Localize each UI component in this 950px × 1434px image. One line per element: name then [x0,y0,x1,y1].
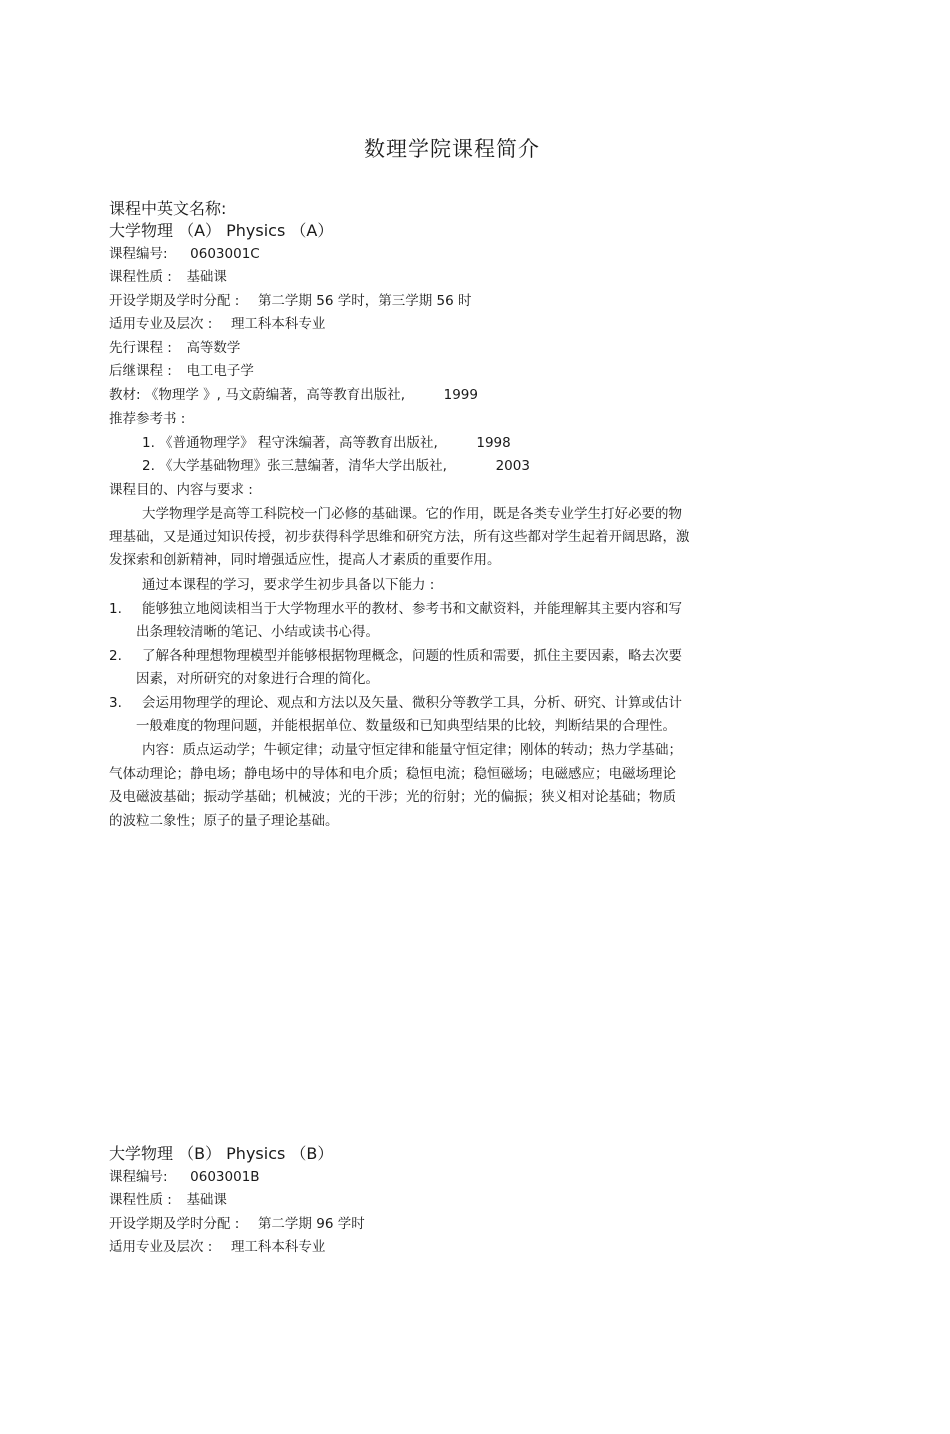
code-value: 0603001B [190,1169,260,1185]
followup-value: 电工电子学 [186,363,254,379]
course-b-code-row [109,1168,260,1186]
ability-number: 2. [109,648,122,664]
course-b-name: 大学物理 （B） Physics （B） [109,1144,334,1163]
nature-value: 基础课 [186,269,227,285]
ability-number: 1. [109,601,122,617]
course-a-nature-row [109,268,227,286]
course-a-majors-row [109,315,325,333]
code-label: 课程编号: [109,246,168,262]
content-line: 的波粒二象性；原子的量子理论基础。 [109,813,339,829]
followup-label: 后继课程 : [109,363,172,379]
ability-line: 因素，对所研究的对象进行合理的简化。 [136,671,379,687]
textbook-year: 1999 [443,387,478,403]
code-label: 课程编号: [109,1169,168,1185]
majors-value: 理工科本科专业 [230,1239,326,1255]
prereq-value: 高等数学 [186,340,241,356]
ref-year: 1998 [476,435,511,451]
majors-value: 理工科本科专业 [230,316,326,332]
content-line: 内容：质点运动学；牛顿定律；动量守恒定律和能量守恒定律；刚体的转动；热力学基础； [142,742,682,758]
ref-text: 2. 《大学基础物理》张三慧编著，清华大学出版社, [142,458,447,474]
course-a-code-row [109,245,260,263]
code-value: 0603001C [190,246,260,262]
goals-paragraph-line: 发探索和创新精神，同时增强适应性，提高人才素质的重要作用。 [109,552,501,568]
course-a-schedule-row [109,292,471,310]
course-a-name: 大学物理 （A） Physics （A） [109,221,334,240]
course-a-prereq-row [109,339,240,357]
content-line: 气体动理论；静电场；静电场中的导体和电介质；稳恒电流；稳恒磁场；电磁感应；电磁场理论 [109,766,676,782]
course-b-schedule-row [109,1215,365,1233]
course-a-textbook-row [109,386,478,404]
prereq-label: 先行课程 : [109,340,172,356]
schedule-label: 开设学期及学时分配 : [109,1216,240,1232]
ref-item [142,457,530,475]
nature-label: 课程性质 : [109,269,172,285]
abilities-intro: 通过本课程的学习，要求学生初步具备以下能力 : [142,577,435,593]
nature-label: 课程性质 : [109,1192,172,1208]
majors-label: 适用专业及层次 : [109,1239,213,1255]
schedule-value: 第二学期 96 学时 [257,1216,365,1232]
page-title: 数理学院课程简介 [364,137,540,161]
ability-line: 了解各种理想物理模型并能够根据物理概念，问题的性质和需要，抓住主要因素，略去次要 [142,648,682,664]
schedule-value: 第二学期 56 学时，第三学期 56 时 [257,293,472,309]
course-a-followup-row [109,362,254,380]
textbook-text: 教材: 《物理学 》, 马文蔚编著，高等教育出版社, [109,387,406,403]
course-name-label: 课程中英文名称: [109,199,227,218]
content-line: 及电磁波基础；振动学基础；机械波；光的干涉；光的衍射；光的偏振；狭义相对论基础；物质 [109,789,676,805]
course-b-nature-row [109,1191,227,1209]
schedule-label: 开设学期及学时分配 : [109,293,240,309]
nature-value: 基础课 [186,1192,227,1208]
refs-label: 推荐参考书 : [109,411,186,427]
majors-label: 适用专业及层次 : [109,316,213,332]
ref-year: 2003 [495,458,530,474]
ability-number: 3. [109,695,122,711]
ability-line: 能够独立地阅读相当于大学物理水平的教材、参考书和文献资料，并能理解其主要内容和写 [142,601,682,617]
goals-label: 课程目的、内容与要求 : [109,482,253,498]
ref-item [142,434,511,452]
ref-text: 1. 《普通物理学》 程守洙编著，高等教育出版社, [142,435,438,451]
goals-paragraph-line: 大学物理学是高等工科院校一门必修的基础课。它的作用，既是各类专业学生打好必要的物 [142,506,682,522]
goals-paragraph-line: 理基础，又是通过知识传授，初步获得科学思维和研究方法，所有这些都对学生起着开阔思路，激 [109,529,690,545]
ability-line: 一般难度的物理问题，并能根据单位、数量级和已知典型结果的比较，判断结果的合理性。 [136,718,676,734]
ability-line: 会运用物理学的理论、观点和方法以及矢量、微积分等教学工具，分析、研究、计算或估计 [142,695,682,711]
ability-line: 出条理较清晰的笔记、小结或读书心得。 [136,624,379,640]
course-b-majors-row [109,1238,325,1256]
